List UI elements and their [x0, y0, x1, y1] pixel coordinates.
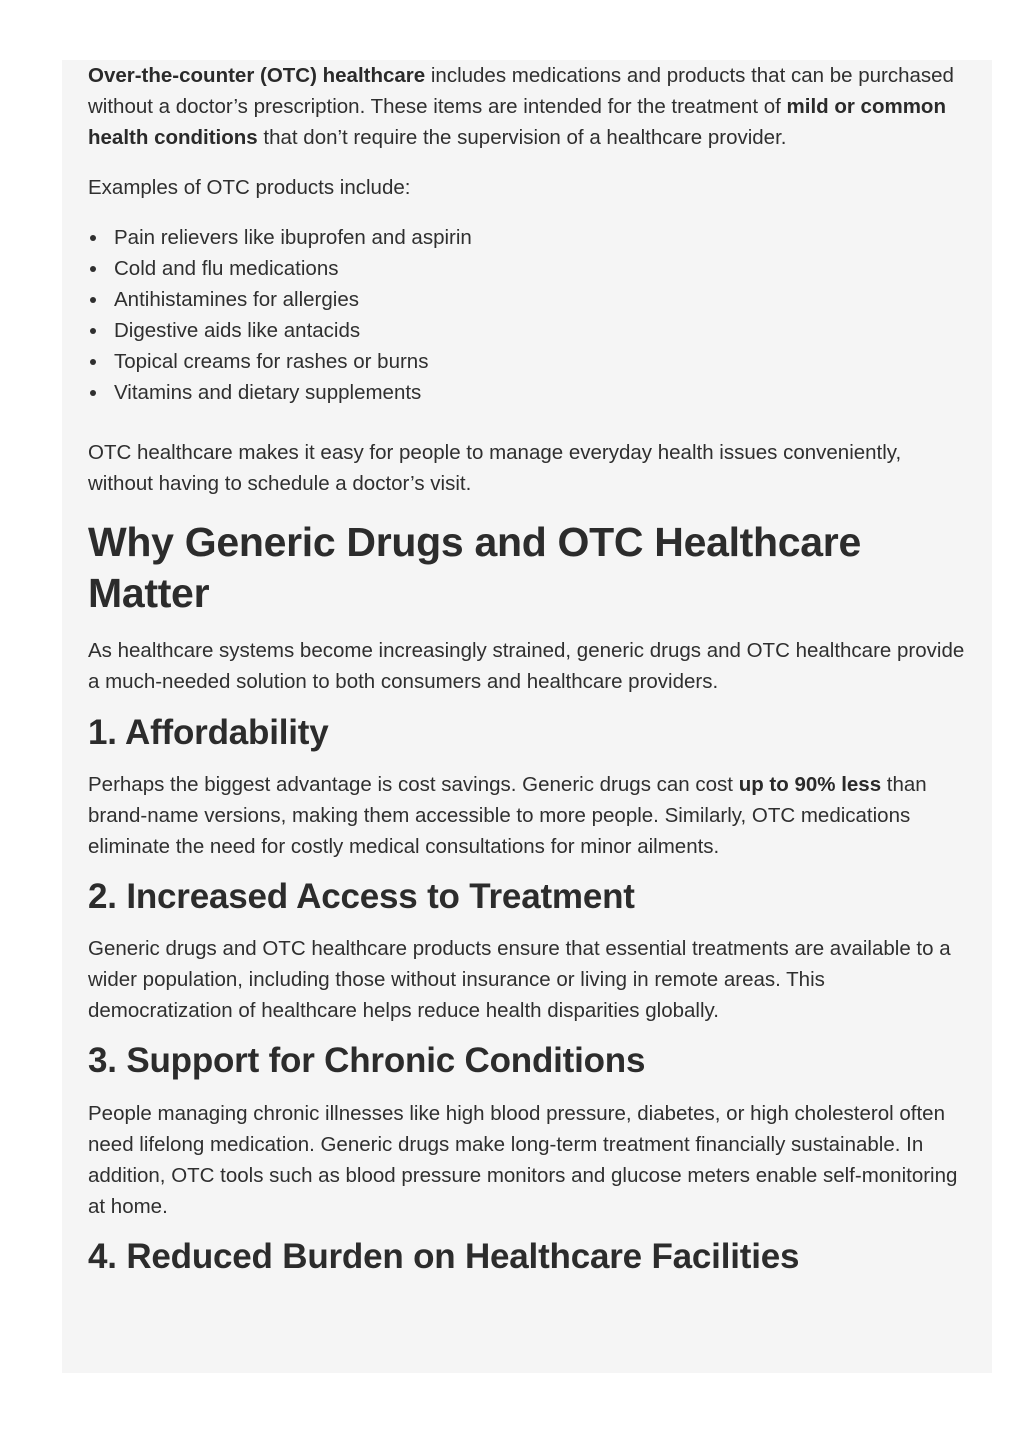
list-item: Cold and flu medications [88, 253, 966, 284]
affordability-paragraph [88, 769, 966, 862]
burden-heading: 4. Reduced Burden on Healthcare Facilities [88, 1237, 800, 1276]
affordability-text-1: Perhaps the biggest advantage is cost savings. Generic drugs can cost [88, 773, 739, 796]
list-item: Vitamins and dietary supplements [88, 377, 966, 408]
intro-bold-phrase: mild or common health conditions [88, 95, 946, 149]
access-heading: 2. Increased Access to Treatment [88, 877, 635, 916]
why-heading: Why Generic Drugs and OTC Healthcare Matter [88, 519, 861, 616]
list-item: Pain relievers like ibuprofen and aspirin [88, 222, 966, 253]
intro-text-1: includes medications and products that can be purchased without a doctor’s prescription. These items are intended for the treatment of [88, 64, 954, 118]
article-content [62, 60, 992, 1279]
chronic-paragraph: People managing chronic illnesses like high blood pressure, diabetes, or high cholesterol often need lifelong medication. Generic drugs make long-term treatment financially sustainable. In addition, OTC tools such as blood pressure monitors and glucose meters enable self-monitoring at home. [88, 1102, 958, 1218]
intro-text-2: that don’t require the supervision of a healthcare provider. [257, 126, 787, 149]
article-panel [62, 60, 992, 1373]
examples-lead: Examples of OTC products include: [88, 176, 411, 199]
affordability-heading: 1. Affordability [88, 713, 329, 752]
list-item: Antihistamines for allergies [88, 284, 966, 315]
intro-bold-term: Over-the-counter (OTC) healthcare [88, 64, 426, 87]
otc-summary-paragraph: OTC healthcare makes it easy for people to manage everyday health issues conveniently, without having to schedule a doctor’s visit. [88, 441, 902, 495]
otc-examples-list [88, 222, 966, 408]
access-paragraph: Generic drugs and OTC healthcare products ensure that essential treatments are available to a wider population, including those without insurance or living in remote areas. This democratization of healthcare helps reduce health disparities globally. [88, 937, 951, 1022]
intro-paragraph [88, 60, 966, 153]
list-item: Digestive aids like antacids [88, 315, 966, 346]
why-paragraph: As healthcare systems become increasingly strained, generic drugs and OTC healthcare provide a much-needed solution to both consumers and healthcare providers. [88, 639, 965, 693]
chronic-heading: 3. Support for Chronic Conditions [88, 1041, 646, 1080]
list-item: Topical creams for rashes or burns [88, 346, 966, 377]
affordability-text-2: than brand-name versions, making them accessible to more people. Similarly, OTC medications eliminate the need for costly medical consultations for minor ailments. [88, 773, 927, 858]
affordability-bold: up to 90% less [738, 773, 882, 796]
